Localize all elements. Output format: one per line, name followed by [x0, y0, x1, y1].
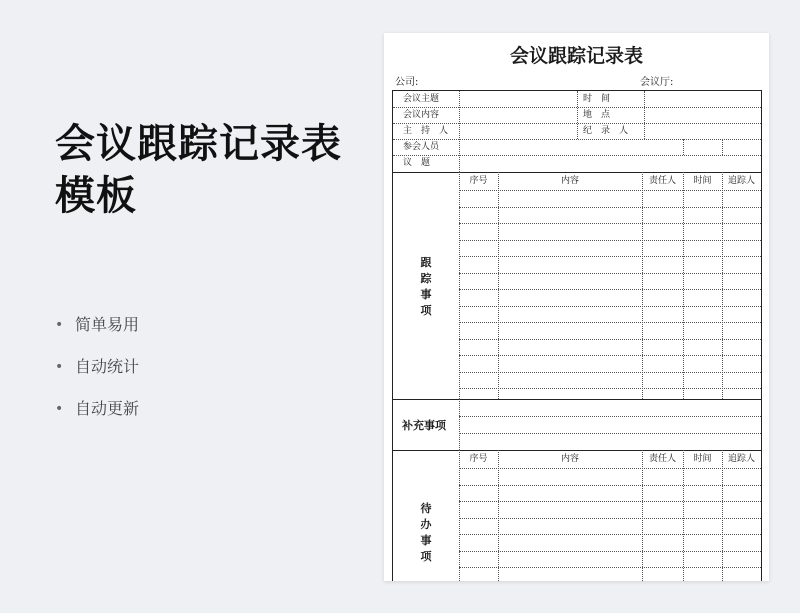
row-divider [459, 306, 761, 307]
row-divider [459, 223, 761, 224]
col-divider [459, 399, 460, 450]
feature-label: 自动更新 [75, 399, 140, 418]
pending-label: 待办事项 [420, 502, 432, 563]
form-table [392, 90, 762, 581]
row-divider [459, 322, 761, 323]
attendees-label: 参会人员 [403, 142, 440, 152]
section-divider [393, 450, 761, 451]
row-divider [459, 468, 761, 469]
feature-label: 自动统计 [75, 357, 140, 376]
bullet-icon: • [55, 401, 64, 417]
feature-label: 简单易用 [75, 315, 140, 334]
row-divider [459, 388, 761, 389]
bullet-icon: • [55, 359, 64, 375]
col-header-owner: 责任人 [648, 454, 676, 464]
promo-title: 会议跟踪记录表模板 [55, 121, 342, 219]
col-divider [722, 450, 723, 581]
col-divider [459, 450, 460, 581]
row-divider [459, 567, 761, 568]
section-divider [393, 399, 761, 400]
meeting-room-label: 会议厅: [640, 77, 674, 88]
row-divider [459, 273, 761, 274]
bullet-icon: • [55, 317, 64, 333]
row-divider [459, 534, 761, 535]
time-label: 时 间 [583, 94, 611, 104]
col-header-time: 时间 [693, 176, 712, 186]
content-label: 会议内容 [403, 110, 440, 120]
recorder-label: 纪 录 人 [583, 126, 629, 136]
feature-item [55, 354, 139, 396]
feature-item [55, 396, 139, 438]
company-label: 公司: [395, 77, 419, 88]
tracking-label: 跟踪事项 [420, 256, 432, 317]
row-divider [393, 139, 761, 140]
feature-item [55, 312, 139, 354]
form-sheet [384, 33, 769, 581]
col-divider [644, 91, 645, 139]
row-divider [459, 485, 761, 486]
place-label: 地 点 [583, 110, 611, 120]
supplement-label: 补充事项 [402, 419, 446, 432]
col-header-owner: 责任人 [648, 176, 676, 186]
col-divider [498, 450, 499, 581]
agenda-label: 议 题 [403, 158, 431, 168]
sheet-title: 会议跟踪记录表 [509, 45, 643, 67]
row-divider [459, 416, 761, 417]
row-divider [459, 518, 761, 519]
section-divider [393, 172, 761, 173]
col-header-index: 序号 [469, 454, 488, 464]
col-header-content: 内容 [560, 454, 579, 464]
col-header-tracker: 追踪人 [727, 454, 755, 464]
row-divider [459, 207, 761, 208]
col-header-time: 时间 [693, 454, 712, 464]
row-divider [459, 289, 761, 290]
col-divider [722, 139, 723, 155]
topic-label: 会议主题 [403, 94, 440, 104]
row-divider [459, 372, 761, 373]
row-divider [459, 433, 761, 434]
col-divider [683, 450, 684, 581]
row-divider [459, 240, 761, 241]
feature-list [55, 312, 139, 438]
row-divider [459, 355, 761, 356]
col-divider [683, 139, 684, 155]
row-divider [459, 256, 761, 257]
col-divider [459, 91, 460, 172]
col-divider [642, 450, 643, 581]
row-divider [459, 339, 761, 340]
col-header-content: 内容 [560, 176, 579, 186]
host-label: 主持人 [403, 126, 458, 136]
row-divider [459, 551, 761, 552]
col-divider [577, 91, 578, 139]
row-divider [393, 155, 761, 156]
row-divider [459, 501, 761, 502]
row-divider [459, 190, 761, 191]
col-header-tracker: 追踪人 [727, 176, 755, 186]
col-header-index: 序号 [469, 176, 488, 186]
